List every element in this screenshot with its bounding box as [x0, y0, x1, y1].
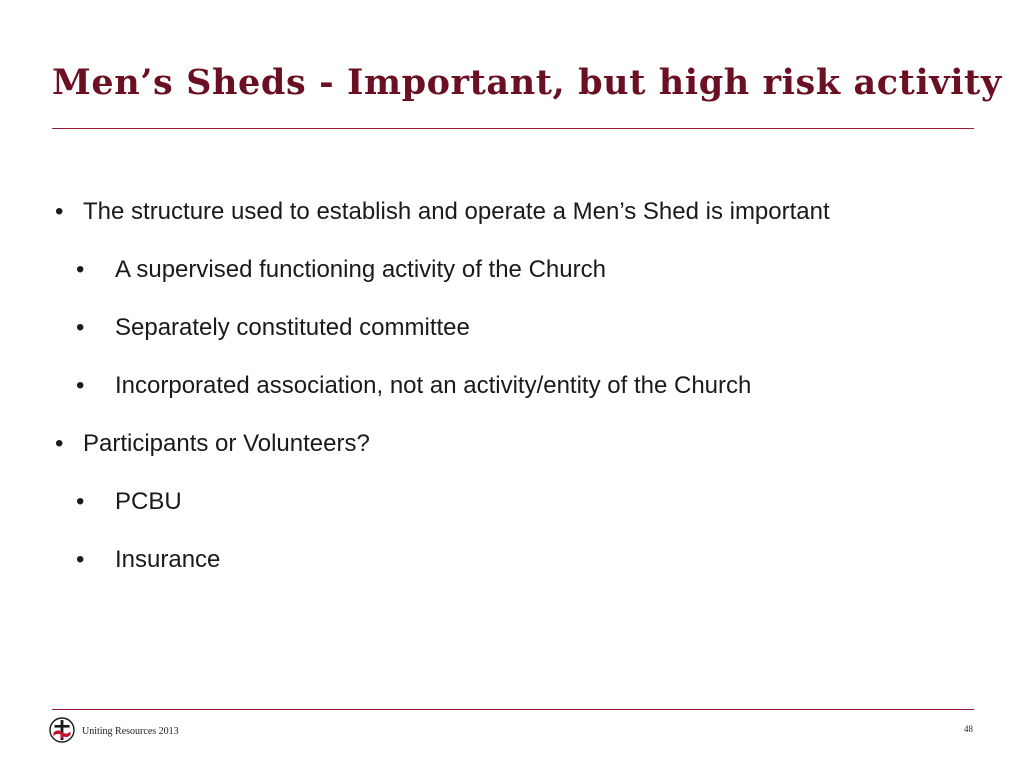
- page-number: 48: [964, 724, 973, 734]
- bullet-text: PCBU: [115, 488, 182, 515]
- bullet-item: [55, 430, 370, 458]
- bullet-marker: •: [76, 546, 85, 573]
- slide-title: Men’s Sheds - Important, but high risk activity: [52, 62, 1002, 103]
- bullet-marker: •: [55, 198, 64, 225]
- bullet-marker: •: [55, 430, 64, 457]
- bullet-text: A supervised functioning activity of the Church: [115, 256, 606, 283]
- footer-text: Uniting Resources 2013: [82, 726, 179, 737]
- bullet-text: Insurance: [115, 546, 221, 573]
- footer-divider: [52, 709, 974, 710]
- title-divider: [52, 128, 974, 129]
- bullet-text: Separately constituted committee: [115, 314, 470, 341]
- bullet-text: Incorporated association, not an activity/entity of the Church: [115, 372, 752, 399]
- bullet-text: The structure used to establish and operate a Men’s Shed is important: [83, 198, 830, 225]
- uniting-church-logo-icon: [49, 717, 75, 743]
- bullet-text: Participants or Volunteers?: [83, 430, 370, 457]
- bullet-item: [76, 488, 182, 516]
- bullet-item: [76, 314, 470, 342]
- bullet-marker: •: [76, 488, 85, 515]
- bullet-item: [76, 256, 606, 284]
- bullet-marker: •: [76, 372, 85, 399]
- bullet-marker: •: [76, 256, 85, 283]
- bullet-marker: •: [76, 314, 85, 341]
- bullet-item: [76, 546, 221, 574]
- bullet-item: [76, 372, 752, 400]
- bullet-item: [55, 198, 830, 226]
